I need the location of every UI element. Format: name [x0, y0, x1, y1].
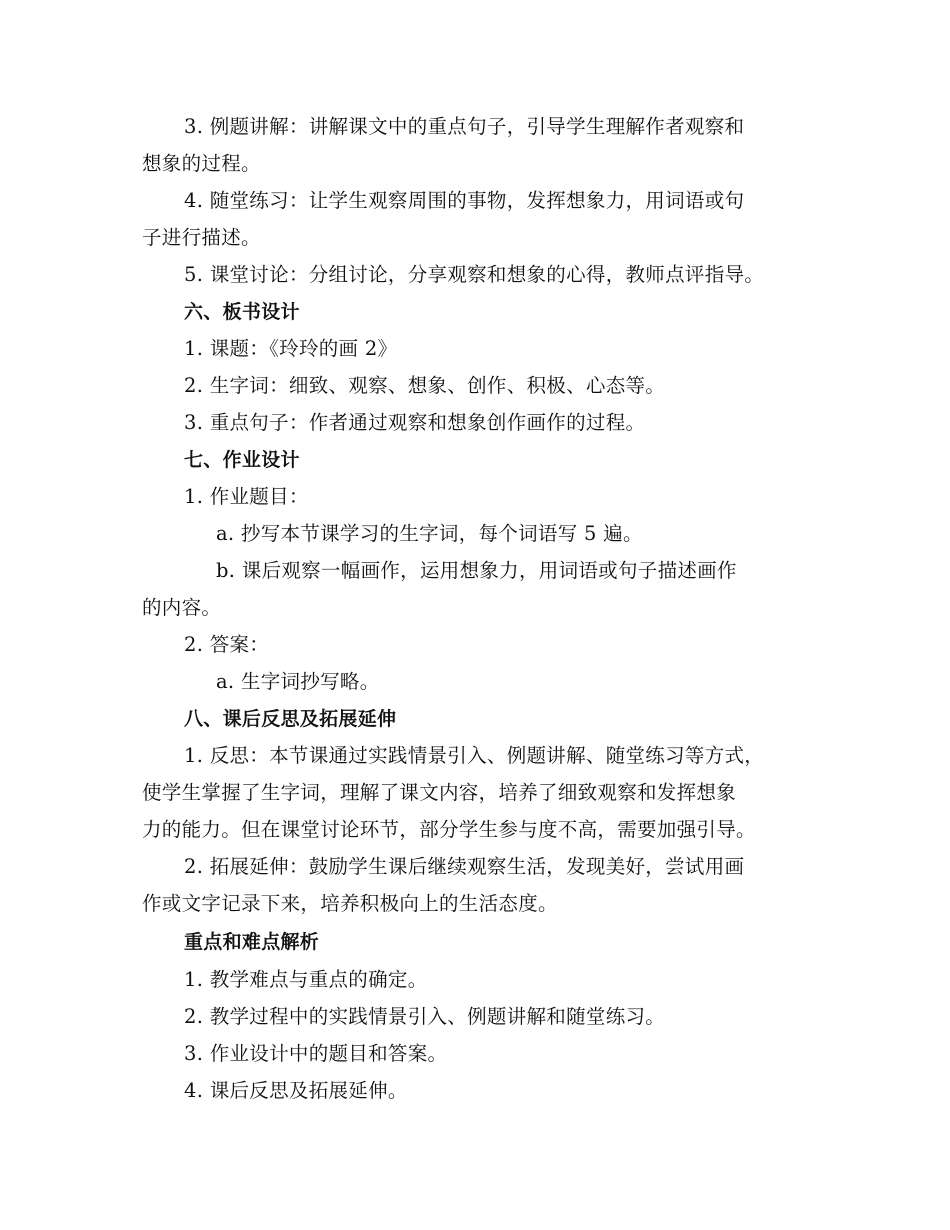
- paragraph-line: 力的能力。但在课堂讨论环节，部分学生参与度不高，需要加强引导。: [142, 818, 756, 841]
- paragraph-line: 的内容。: [142, 596, 222, 619]
- paragraph-line: 5. 课堂讨论：分组讨论，分享观察和想象的心得，教师点评指导。: [184, 263, 765, 286]
- paragraph-line: 使学生掌握了生字词，理解了课文内容，培养了细致观察和发挥想象: [142, 781, 737, 804]
- list-item: 3. 重点句子：作者通过观察和想象创作画作的过程。: [184, 411, 646, 434]
- list-item: 1. 反思：本节课通过实践情景引入、例题讲解、随堂练习等方式，: [184, 744, 765, 767]
- paragraph-line: 3. 例题讲解：讲解课文中的重点句子，引导学生理解作者观察和: [184, 115, 745, 138]
- section-heading: 重点和难点解析: [184, 931, 320, 953]
- list-item: 2. 生字词：细致、观察、想象、创作、积极、心态等。: [184, 374, 666, 397]
- section-heading: 七、作业设计: [184, 449, 300, 471]
- paragraph-line: 想象的过程。: [142, 152, 261, 175]
- paragraph-line: 4. 随堂练习：让学生观察周围的事物，发挥想象力，用词语或句: [184, 189, 745, 212]
- sub-list-item: b. 课后观察一幅画作，运用想象力，用词语或句子描述画作: [216, 559, 737, 582]
- list-item: 2. 拓展延伸：鼓励学生课后继续观察生活，发现美好，尝试用画: [184, 855, 745, 878]
- paragraph-line: 作或文字记录下来，培养积极向上的生活态度。: [142, 892, 558, 915]
- list-item: 1. 作业题目：: [184, 485, 309, 508]
- list-item: 4. 课后反思及拓展延伸。: [184, 1079, 408, 1102]
- paragraph-line: 子进行描述。: [142, 226, 261, 249]
- list-item: 1. 课题：《玲玲的画 2》: [184, 337, 398, 360]
- sub-list-item: a. 生字词抄写略。: [216, 670, 380, 693]
- section-heading: 八、课后反思及拓展延伸: [184, 708, 397, 730]
- list-item: 1. 教学难点与重点的确定。: [184, 968, 428, 991]
- list-item: 2. 教学过程中的实践情景引入、例题讲解和随堂练习。: [184, 1005, 666, 1028]
- sub-list-item: a. 抄写本节课学习的生字词，每个词语写 5 遍。: [216, 522, 643, 545]
- list-item: 2. 答案：: [184, 633, 270, 656]
- section-heading: 六、板书设计: [184, 301, 300, 323]
- list-item: 3. 作业设计中的题目和答案。: [184, 1042, 448, 1065]
